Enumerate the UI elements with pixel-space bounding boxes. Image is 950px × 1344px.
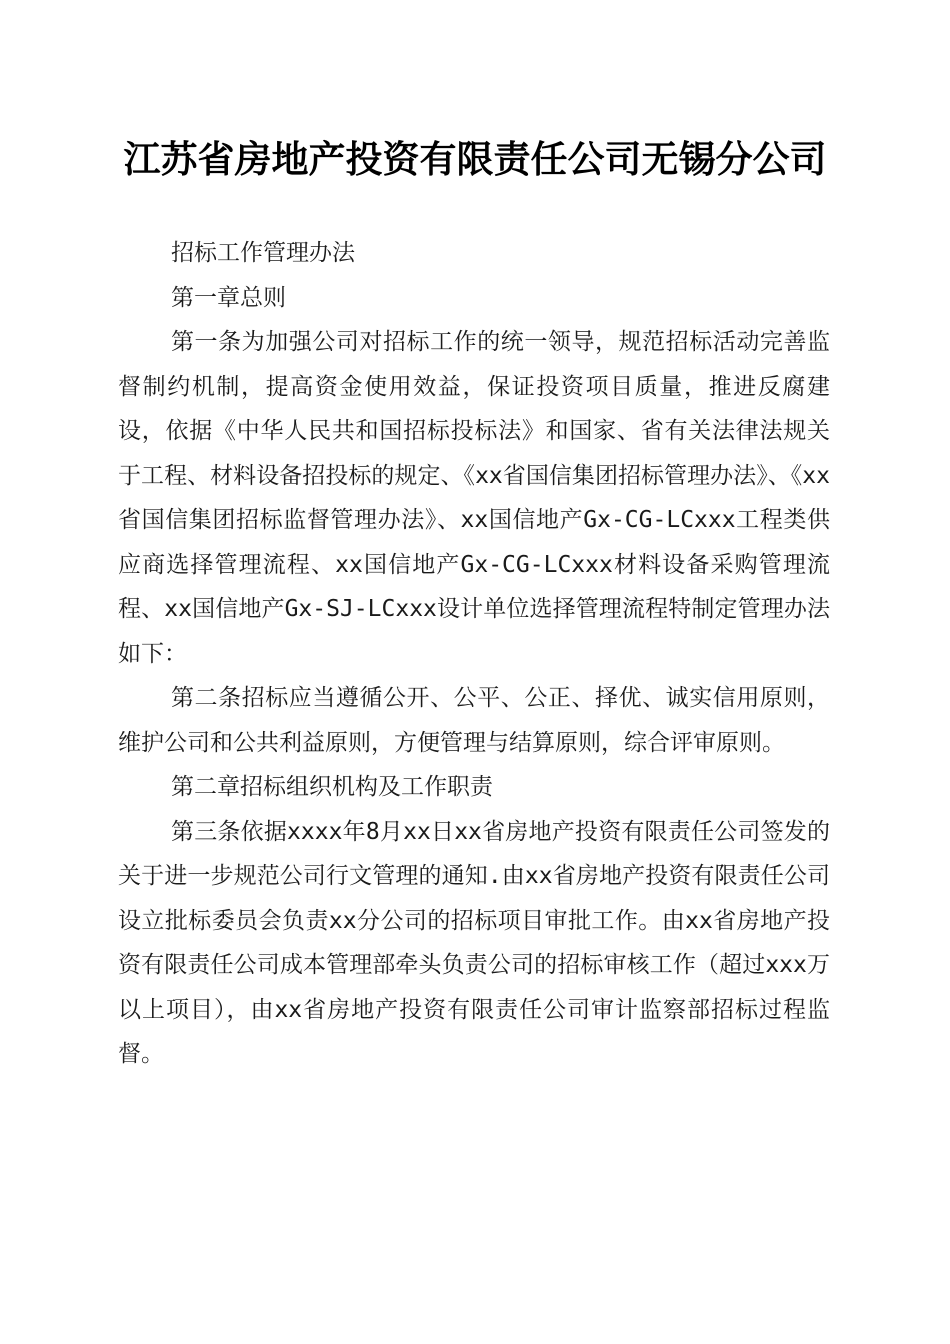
paragraph-chapter-2-heading: 第二章招标组织机构及工作职责 xyxy=(171,774,493,800)
document-title: 江苏省房地产投资有限责任公司无锡分公司 xyxy=(123,137,827,181)
document-body xyxy=(118,231,830,1077)
paragraph-subtitle: 招标工作管理办法 xyxy=(171,240,355,266)
paragraph-article-1: 第一条为加强公司对招标工作的统一领导，规范招标活动完善监督制约机制，提高资金使用效益，保证投资项目质量，推进反腐建设，依据《中华人民共和国招标投标法》和国家、省有关法律法规关于工程、材料设备招投标的规定、《xx省国信集团招标管理办法》、《xx省国信集团招标监督管理办法》、xx国信地产Gx-CG-LCxxx工程类供应商选择管理流程、xx国信地产Gx-CG-LCxxx材料设备采购管理流程、xx国信地产Gx-SJ-LCxxx设计单位选择管理流程特制定管理办法如下： xyxy=(118,329,830,667)
paragraph-chapter-1-heading: 第一章总则 xyxy=(171,284,286,311)
paragraph-article-3: 第三条依据xxxx年8月xx日xx省房地产投资有限责任公司签发的关于进一步规范公司行文管理的通知.由xx省房地产投资有限责任公司设立批标委员会负责xx分公司的招标项目审批工作。由xx省房地产投资有限责任公司成本管理部牵头负责公司的招标审核工作（超过xxx万以上项目），由xx省房地产投资有限责任公司审计监察部招标过程监督。 xyxy=(118,818,830,1067)
paragraph-article-2: 第二条招标应当遵循公开、公平、公正、择优、诚实信用原则，维护公司和公共利益原则，方便管理与结算原则，综合评审原则。 xyxy=(118,685,830,756)
